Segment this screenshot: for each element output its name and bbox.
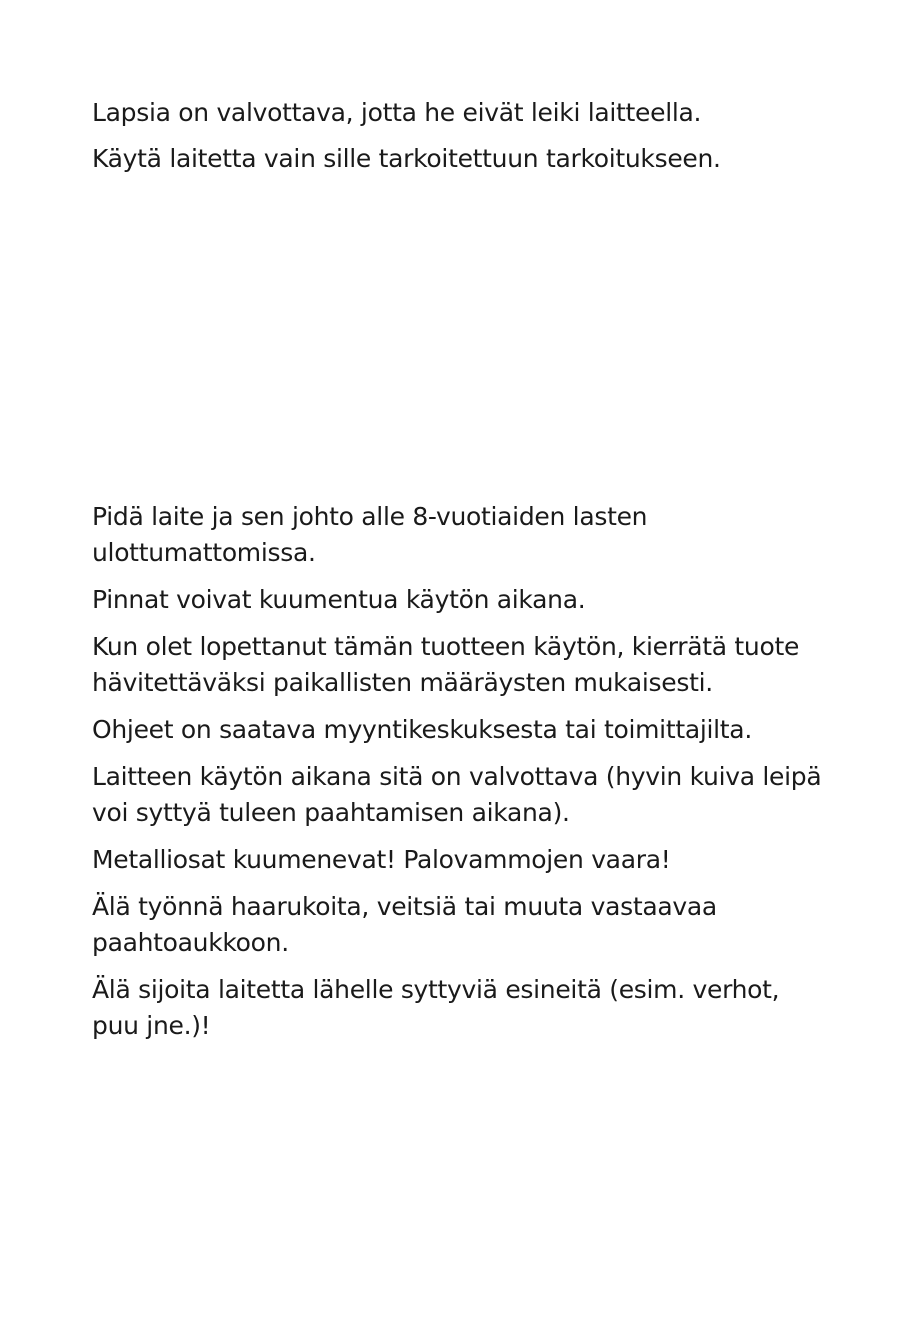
paragraph-metal-parts-hot: Metalliosat kuumenevat! Palovammojen vaara!	[92, 845, 671, 874]
paragraph-keep-away-from-children: Pidä laite ja sen johto alle 8-vuotiaiden lasten ulottumattomissa.	[92, 502, 648, 567]
paragraph-no-forks-knives: Älä työnnä haarukoita, veitsiä tai muuta vastaavaa paahtoaukkoon.	[92, 892, 717, 957]
paragraph-flammable-objects: Älä sijoita laitetta lähelle syttyviä esineitä (esim. verhot, puu jne.)!	[92, 975, 780, 1040]
paragraph-supervise-use: Laitteen käytön aikana sitä on valvottava (hyvin kuiva leipä voi syttyä tuleen paahtamisen aikana).	[92, 762, 822, 827]
safety-text-top	[92, 95, 872, 177]
paragraph-intended-use: Käytä laitetta vain sille tarkoitettuun tarkoitukseen.	[92, 144, 721, 173]
paragraph-supervise-children: Lapsia on valvottava, jotta he eivät leiki laitteella.	[92, 98, 702, 127]
paragraph-instructions-source: Ohjeet on saatava myyntikeskuksesta tai toimittajilta.	[92, 715, 752, 744]
paragraph-recycling: Kun olet lopettanut tämän tuotteen käytön, kierrätä tuote hävitettäväksi paikallisten määräysten mukaisesti.	[92, 632, 800, 697]
safety-text-bottom	[92, 499, 872, 1044]
paragraph-hot-surfaces: Pinnat voivat kuumentua käytön aikana.	[92, 585, 586, 614]
